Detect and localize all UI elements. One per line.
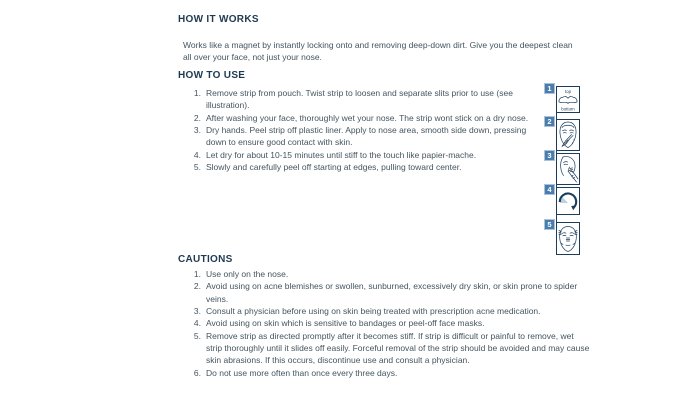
- cautions-list: [190, 268, 590, 379]
- caution-text: Do not use more often than once every three days.: [206, 367, 398, 378]
- step-text: Remove strip from pouch. Twist strip to loosen and separate slits prior to use (see illustration).: [206, 88, 513, 111]
- step-2-panel: [556, 119, 580, 151]
- step-text: Slowly and carefully peel off starting at edges, pulling toward center.: [206, 162, 462, 173]
- apply-strip-face-icon: [557, 154, 579, 184]
- cautions-title: CAUTIONS: [178, 254, 233, 265]
- caution-item: [190, 305, 590, 317]
- caution-text: Consult a physician before using on skin being treated with prescription acne medication.: [206, 306, 541, 317]
- caution-item: [190, 317, 590, 329]
- step-text: Let dry for about 10-15 minutes until stiff to the touch like papier-mache.: [206, 149, 477, 160]
- caution-item: [190, 268, 590, 280]
- illustration-steps: [544, 83, 582, 259]
- how-to-use-step: [190, 112, 530, 124]
- wait-timer-icon: [557, 188, 579, 214]
- step-3-badge: 3: [544, 150, 555, 161]
- caution-item: [190, 280, 590, 305]
- how-it-works-title: HOW IT WORKS: [178, 14, 259, 25]
- how-to-use-list: [190, 87, 530, 173]
- wet-nose-face-icon: [557, 120, 579, 150]
- step-2-badge: 2: [544, 116, 555, 127]
- strip-bottom-label: bottom: [561, 106, 575, 112]
- caution-item: [190, 330, 590, 367]
- how-to-use-step: [190, 149, 530, 161]
- step-1-panel: [556, 86, 580, 113]
- peel-off-face-icon: [557, 223, 579, 254]
- step-4-panel: [556, 187, 580, 215]
- caution-text: Avoid using on skin which is sensitive to bandages or peel-off face masks.: [206, 318, 485, 329]
- caution-text: Avoid using on acne blemishes or swollen, sunburned, excessively dry skin, or skin prone to spider veins.: [206, 281, 578, 304]
- step-text: Dry hands. Peel strip off plastic liner. Apply to nose area, smooth side down, pressing down to ensure good contact with skin.: [206, 125, 527, 148]
- step-5-badge: 5: [544, 219, 555, 230]
- strip-top-label: top: [564, 88, 572, 94]
- caution-item: [190, 367, 590, 379]
- step-5-panel: [556, 222, 580, 255]
- how-to-use-step: [190, 124, 530, 149]
- step-4-badge: 4: [544, 184, 555, 195]
- caution-text: Remove strip as directed promptly after it becomes stiff. If strip is difficult or painful to remove, wet strip thoroughly until it slides off easily. Forceful removal of the strip should be avoided and may cause skin abrasions. If this occurs, discontinue use and consult a physician.: [206, 330, 590, 366]
- nose-strip-icon: [557, 87, 579, 112]
- how-it-works-text: Works like a magnet by instantly locking onto and removing deep-down dirt. Give you the deepest clean all over your face, not just your nose.: [183, 40, 573, 62]
- how-to-use-title: HOW TO USE: [178, 70, 246, 81]
- caution-text: Use only on the nose.: [206, 269, 289, 279]
- how-to-use-step: [190, 87, 530, 112]
- step-3-panel: [556, 153, 580, 185]
- how-to-use-step: [190, 161, 530, 173]
- step-1-badge: 1: [544, 83, 555, 94]
- step-text: After washing your face, thoroughly wet your nose. The strip wont stick on a dry nose.: [206, 112, 529, 123]
